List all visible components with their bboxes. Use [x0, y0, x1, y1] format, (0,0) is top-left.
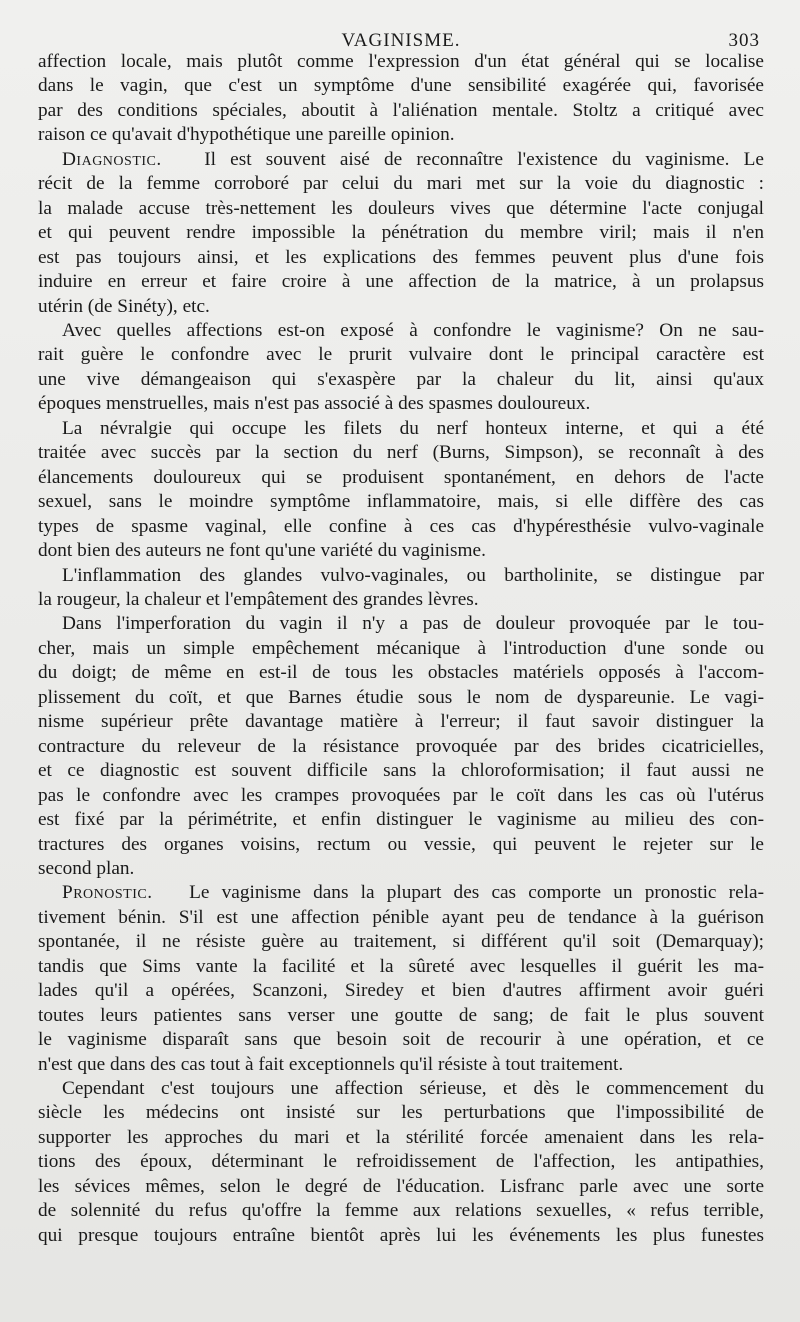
text-line: sexuel, sans le moindre symptôme inflammatoire, mais, si elle diffère des cas [38, 491, 764, 513]
text-line: La névralgie qui occupe les filets du nerf honteux interne, et qui a été [62, 417, 764, 439]
text-line: tandis que Sims vante la facilité et la sûreté avec lesquelles il guérit les ma- [38, 955, 764, 977]
text-line: traitée avec succès par la section du nerf (Burns, Simpson), se reconnaît à des [38, 442, 764, 464]
text-line: le vaginisme disparaît sans que besoin soit de recourir à une opération, et ce [38, 1029, 764, 1051]
text-line: les sévices mêmes, selon le degré de l'éducation. Lisfranc parle avec une sorte [38, 1175, 764, 1197]
run-in-heading-pronostic: Pronostic. [62, 882, 153, 904]
text-line: siècle les médecins ont insisté sur les perturbations que l'impossibilité de [38, 1102, 764, 1124]
text-line: tractures des organes voisins, rectum ou vessie, qui peuvent le rejeter sur le [38, 833, 764, 855]
text-line: rait guère le confondre avec le prurit vulvaire dont le principal caractère est [38, 344, 764, 366]
body-text [38, 50, 764, 1248]
text-line: plissement du coït, et que Barnes étudie sous le nom de dyspareunie. Le vagi- [38, 686, 764, 708]
text-line: et qui peuvent rendre impossible la pénétration du membre viril; mais il n'en [38, 222, 764, 244]
text-line: contracture du releveur de la résistance provoquée par des brides cicatricielles, [38, 735, 764, 757]
text-line: la rougeur, la chaleur et l'empâtement des grandes lèvres. [38, 588, 479, 610]
text-line: raison ce qu'avait d'hypothétique une pareille opinion. [38, 124, 455, 146]
text-line: toutes leurs patientes sans verser une goutte de sang; de fait le plus souvent [38, 1004, 764, 1026]
text-line: est fixé par la périmétrite, et enfin distinguer le vaginisme au milieu des con- [38, 809, 764, 831]
text-line: utérin (de Sinéty), etc. [38, 295, 210, 317]
text-line: qui presque toujours entraîne bientôt après lui les événements les plus funestes [38, 1224, 764, 1246]
text-line: affection locale, mais plutôt comme l'expression d'un état général qui se localise [38, 51, 764, 72]
text-line: Cependant c'est toujours une affection sérieuse, et dès le commencement du [62, 1078, 764, 1100]
text-line: époques menstruelles, mais n'est pas associé à des spasmes douloureux. [38, 393, 591, 415]
text-line: n'est que dans des cas tout à fait exceptionnels qu'il résiste à tout traitement. [38, 1053, 624, 1075]
text-line: second plan. [38, 857, 135, 879]
text-line: nisme supérieur prête davantage matière à l'erreur; il faut savoir distinguer la [38, 711, 764, 733]
running-title: VAGINISME. [341, 30, 461, 51]
text-line: la malade accuse très-nettement les douleurs vives que détermine l'acte conjugal [38, 197, 764, 219]
page-number: 303 [728, 30, 760, 51]
text-line: dont bien des auteurs ne font qu'une variété du vaginisme. [38, 540, 486, 562]
text-line: dans le vagin, que c'est un symptôme d'une sensibilité exagérée qui, favorisée [38, 75, 764, 97]
text-line: types de spasme vaginal, elle confine à ces cas d'hypéresthésie vulvo-vaginale [38, 515, 764, 537]
text-line: supporter les approches du mari et la stérilité forcée amenaient dans les rela- [38, 1126, 764, 1148]
text-line: de solennité du refus qu'offre la femme aux relations sexuelles, « refus terrible, [38, 1200, 764, 1222]
text-line: lades qu'il a opérées, Scanzoni, Siredey et bien d'autres affirment avoir guéri [38, 980, 764, 1002]
text-line: tivement bénin. S'il est une affection pénible ayant peu de tendance à la guérison [38, 906, 764, 928]
text-line: L'inflammation des glandes vulvo-vaginales, ou bartholinite, se distingue par [62, 564, 764, 586]
running-head [38, 20, 764, 50]
text-line: élancements douloureux qui se produisent spontanément, en dehors de l'acte [38, 466, 764, 488]
text-line: cher, mais un simple empêchement mécanique à l'introduction d'une sonde ou [38, 637, 764, 659]
text-line: récit de la femme corroboré par celui du mari met sur la voie du diagnostic : [38, 173, 764, 195]
text-segment: Le vaginisme dans la plupart des cas comporte un pronostic rela- [189, 882, 764, 904]
text-segment: Il est souvent aisé de reconnaître l'existence du vaginisme. Le [204, 148, 764, 170]
text-line: spontanée, il ne résiste guère au traitement, si différent qu'il soit (Demarquay); [38, 931, 764, 953]
text-line: du doigt; de même en est-il de tous les obstacles matériels opposés à l'accom- [38, 662, 764, 684]
text-line: Avec quelles affections est-on exposé à confondre le vaginisme? On ne sau- [62, 319, 764, 341]
text-line: pas le confondre avec les crampes provoquées par le coït dans les cas où l'utérus [38, 784, 764, 806]
text-line: une vive démangeaison qui s'exaspère par la chaleur du lit, ainsi qu'aux [38, 368, 764, 390]
text-line: induire en erreur et faire croire à une affection de la matrice, à un prolapsus [38, 271, 764, 293]
text-line: tions des époux, déterminant le refroidissement de l'affection, les antipathies, [38, 1151, 764, 1173]
text-line [38, 148, 764, 172]
text-line: par des conditions spéciales, aboutit à l'aliénation mentale. Stoltz a critiqué avec [38, 99, 764, 121]
text-line [38, 881, 764, 905]
text-line: est pas toujours ainsi, et les explications des femmes peuvent plus d'une fois [38, 246, 764, 268]
text-line: Dans l'imperforation du vagin il n'y a pas de douleur provoquée par le tou- [62, 613, 764, 635]
run-in-heading-diagnostic: Diagnostic. [62, 148, 162, 170]
text-line: et ce diagnostic est souvent difficile sans la chloroformisation; il faut aussi ne [38, 760, 764, 782]
